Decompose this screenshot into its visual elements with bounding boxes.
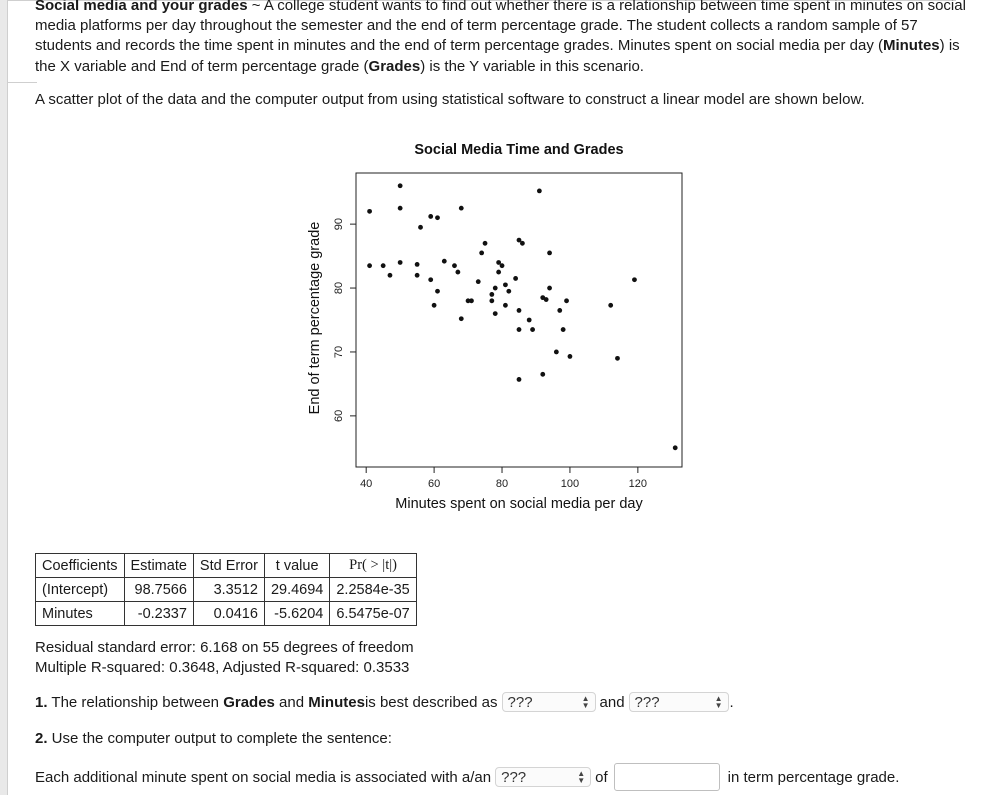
table-cell: 98.7566 [124, 578, 193, 602]
question-1 [35, 692, 734, 712]
scatter-point [428, 277, 433, 282]
scatter-point [503, 282, 508, 287]
scatter-chart [300, 132, 700, 522]
scatter-point [442, 259, 447, 264]
question-2 [35, 730, 392, 747]
q1-select-2-value: ??? [634, 693, 660, 711]
intro-sep: ~ [247, 0, 264, 14]
table-header: Coefficients [36, 554, 125, 578]
table-header-row [36, 554, 417, 578]
residual-output [35, 638, 414, 678]
intro-text-2: ) is the X variable and End of term percentage grade ( [35, 37, 960, 75]
scatter-point [493, 311, 498, 316]
left-gutter [0, 0, 8, 795]
scatter-point [435, 289, 440, 294]
divider-line [7, 82, 37, 83]
x-tick-label: 40 [360, 478, 373, 490]
q1-text-pre: The relationship between [47, 693, 224, 711]
table-cell: 6.5475e-07 [330, 602, 416, 626]
scatter-point [493, 286, 498, 291]
scatter-point [540, 372, 545, 377]
scatter-point [483, 241, 488, 246]
q1-bold-2: Minutes [308, 693, 365, 711]
scatter-point [615, 356, 620, 361]
scatter-point [517, 377, 522, 382]
question-body [35, 0, 970, 77]
scatter-point [435, 215, 440, 220]
table-row [36, 602, 417, 626]
scatter-point [479, 250, 484, 255]
intro-var-y: Grades [368, 57, 421, 75]
q3-select-value: ??? [501, 768, 527, 786]
y-tick-label: 80 [333, 281, 345, 295]
scatter-point [398, 206, 403, 211]
table-cell: 3.3512 [193, 578, 264, 602]
scatter-point [530, 327, 535, 332]
scatter-point [568, 354, 573, 359]
q1-text-post: is best described as [364, 693, 498, 711]
answer-input[interactable] [614, 763, 720, 791]
scatter-point [554, 350, 559, 355]
intro-text-3: ) is the Y variable in this scenario. [420, 57, 644, 75]
table-header: Estimate [124, 554, 193, 578]
scatter-point [455, 270, 460, 275]
scatter-point [415, 262, 420, 267]
scatter-point [459, 206, 464, 211]
x-tick-label: 100 [560, 478, 580, 490]
intro-paragraph [35, 0, 970, 77]
table-cell: 2.2584e-35 [330, 578, 416, 602]
scatter-point [547, 286, 552, 291]
q1-bold-1: Grades [223, 693, 275, 711]
x-tick-label: 80 [495, 478, 509, 490]
table-cell: 29.4694 [264, 578, 329, 602]
table-cell: Minutes [36, 602, 125, 626]
scatter-point [381, 263, 386, 268]
intro-var-x: Minutes [882, 37, 940, 55]
scatter-point [503, 303, 508, 308]
scatter-point [520, 241, 525, 246]
scatter-point [476, 279, 481, 284]
table-header: Std Error [193, 554, 264, 578]
q3-text-pre: Each additional minute spent on social media is associated with a/an [35, 768, 492, 786]
scatter-point [506, 289, 511, 294]
scatter-point [432, 303, 437, 308]
scatter-point [673, 445, 678, 450]
scatter-point [500, 263, 505, 268]
table-header: Pr( > |t|) [330, 554, 416, 578]
chart-title: Social Media Time and Grades [414, 142, 624, 158]
x-axis-label: Minutes spent on social media per day [395, 496, 643, 512]
scatter-point [608, 303, 613, 308]
select-arrows-icon: ▲ ▼ [577, 769, 586, 785]
scatter-point [398, 260, 403, 265]
q1-end: . [729, 693, 734, 711]
scatter-point [459, 316, 464, 321]
scatter-point [418, 225, 423, 230]
scatter-point [415, 273, 420, 278]
question-2-sentence [35, 763, 899, 791]
scatter-point [489, 292, 494, 297]
x-tick-label: 60 [427, 478, 441, 490]
residual-line-1: Residual standard error: 6.168 on 55 degrees of freedom [35, 639, 414, 656]
table-header: t value [264, 554, 329, 578]
scatter-point [547, 250, 552, 255]
y-axis-label: End of term percentage grade [307, 221, 323, 415]
scatter-point [367, 209, 372, 214]
q1-number: 1. [35, 693, 48, 711]
q2-number: 2. [35, 730, 48, 747]
table-row [36, 578, 417, 602]
scatter-point [496, 270, 501, 275]
scatter-point [367, 263, 372, 268]
intro-text-1: A college student wants to find out whether there is a relationship between time spent in minutes on social media platforms per day throughout the semester and the end of term percentage grade. The student collects a random sample of 57 students and records the time spent in minutes and the end of term percentage grades. Minutes spent on social media per day ( [35, 0, 966, 55]
y-tick-label: 70 [333, 345, 345, 359]
scatter-svg [300, 132, 700, 522]
q3-text-post: in term percentage grade. [727, 768, 900, 786]
q3-of: of [595, 768, 608, 786]
y-tick-label: 90 [333, 218, 345, 231]
table-cell: -0.2337 [124, 602, 193, 626]
scatter-point [517, 327, 522, 332]
scatter-point [428, 214, 433, 219]
scatter-point [537, 188, 542, 193]
coefficients-table [35, 553, 417, 626]
intro-title: Social media and your grades [35, 0, 248, 14]
select-arrows-icon: ▲ ▼ [581, 694, 590, 710]
scatter-point [489, 298, 494, 303]
scatter-point [517, 308, 522, 313]
scatter-note: A scatter plot of the data and the computer output from using statistical software to construct a linear model are shown below. [35, 91, 865, 108]
scatter-point [564, 298, 569, 303]
q1-select-1[interactable] [502, 692, 596, 712]
plot-frame [356, 173, 682, 467]
q2-text: Use the computer output to complete the sentence: [47, 730, 392, 747]
table-cell: 0.0416 [193, 602, 264, 626]
table-cell: -5.6204 [264, 602, 329, 626]
scatter-point [398, 183, 403, 188]
x-tick-label: 120 [628, 478, 648, 490]
scatter-point [527, 318, 532, 323]
scatter-point [469, 298, 474, 303]
q1-text-mid: and [274, 693, 309, 711]
scatter-point [452, 263, 457, 268]
scatter-point [513, 276, 518, 281]
scatter-point [561, 327, 566, 332]
select-arrows-icon: ▲ ▼ [714, 694, 723, 710]
scatter-point [544, 297, 549, 302]
scatter-point [388, 273, 393, 278]
table-cell: (Intercept) [36, 578, 125, 602]
q3-select[interactable] [495, 767, 591, 787]
q1-select-1-value: ??? [507, 693, 533, 711]
scatter-point [632, 277, 637, 282]
scatter-point [557, 308, 562, 313]
q1-select-2[interactable] [629, 692, 729, 712]
y-tick-label: 60 [333, 409, 345, 422]
residual-line-2: Multiple R-squared: 0.3648, Adjusted R-squared: 0.3533 [35, 659, 410, 676]
q1-and: and [599, 693, 625, 711]
